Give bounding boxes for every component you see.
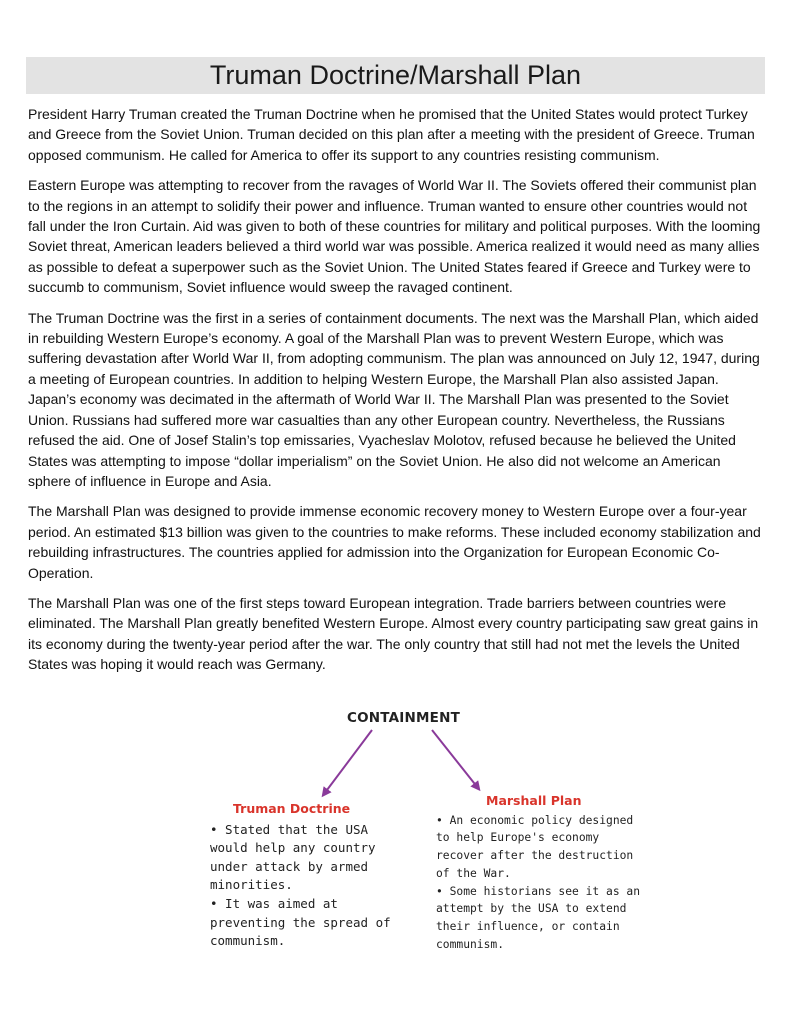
paragraph-1: President Harry Truman created the Truman Doctrine when he promised that the United States would protect Turkey and Greece from the Soviet Union. Truman decided on this plan after a meeting with the president of Greece. Truman opposed communism. He called for America to offer its support to any countries resisting communism. xyxy=(28,106,755,163)
document-body xyxy=(28,104,764,685)
paragraph-2: Eastern Europe was attempting to recover from the ravages of World War II. The Soviets offered their communist plan to the regions in an attempt to solidify their power and influence. Truman wanted to ensure other countries would not fall under the Iron Curtain. Aid was given to both of these countries for military and political purposes. With the looming Soviet threat, American leaders believed a third world war was possible. America realized it would need as many allies as possible to defeat a superpower such as the Soviet Union. The United States feared if Greece and Turkey were to succumb to communism, Soviet influence would sweep the ravaged continent. xyxy=(28,177,761,296)
truman-doctrine-point-1: • Stated that the USA would help any country under attack by armed minorities. xyxy=(210,821,376,893)
marshall-plan-point-2: • Some historians see it as an attempt by the USA to extend their influence, or contain communism. xyxy=(436,884,641,951)
truman-doctrine-box xyxy=(210,800,410,951)
arrow-to-marshall-plan xyxy=(432,730,478,788)
arrow-to-truman-doctrine xyxy=(324,730,372,794)
truman-doctrine-heading: Truman Doctrine xyxy=(233,801,351,816)
containment-diagram xyxy=(204,706,644,966)
marshall-plan-point-1: • An economic policy designed to help Europe's economy recover after the destruction of the War. xyxy=(436,813,634,880)
paragraph-5: The Marshall Plan was one of the first steps toward European integration. Trade barriers between countries were eliminated. The Marshall Plan greatly benefited Western Europe. Almost every country participating saw great gains in its economy during the twenty-year period after the war. The only country that still had not met the levels the United States was hoping it would reach was Germany. xyxy=(28,594,759,673)
paragraph-4: The Marshall Plan was designed to provide immense economic recovery money to Western Europe over a four-year period. An estimated $13 billion was given to the countries to make reforms. These included economy stabilization and rebuilding infrastructures. The countries applied for admission into the Organization for European Economic Co-Operation. xyxy=(28,503,761,581)
truman-doctrine-point-2: • It was aimed at preventing the spread of communism. xyxy=(210,895,391,949)
paragraph-3: The Truman Doctrine was the first in a series of containment documents. The next was the Marshall Plan, which aided in rebuilding Western Europe’s economy. A goal of the Marshall Plan was to prevent Western Europe, which was suffering devastation after World War II, from adopting communism. The plan was announced on July 12, 1947, during a meeting of European countries. In addition to helping Western Europe, the Marshall Plan also assisted Japan. Japan’s economy was decimated in the aftermath of World War II. The Marshall Plan was presented to the Soviet Union. Russians had suffered more war casualties than any other European country. Nevertheless, the Russians refused the aid. One of Josef Stalin’s top emissaries, Vyacheslav Molotov, refused because he believed the United States was attempting to impose “dollar imperialism” on the Soviet Union. He also did not welcome an American sphere of influence in Europe and Asia. xyxy=(28,309,760,489)
marshall-plan-heading: Marshall Plan xyxy=(486,793,582,808)
title-bar xyxy=(26,57,765,94)
diagram-root-label: CONTAINMENT xyxy=(347,710,460,726)
marshall-plan-box xyxy=(436,792,646,953)
page-title: Truman Doctrine/Marshall Plan xyxy=(209,60,582,90)
